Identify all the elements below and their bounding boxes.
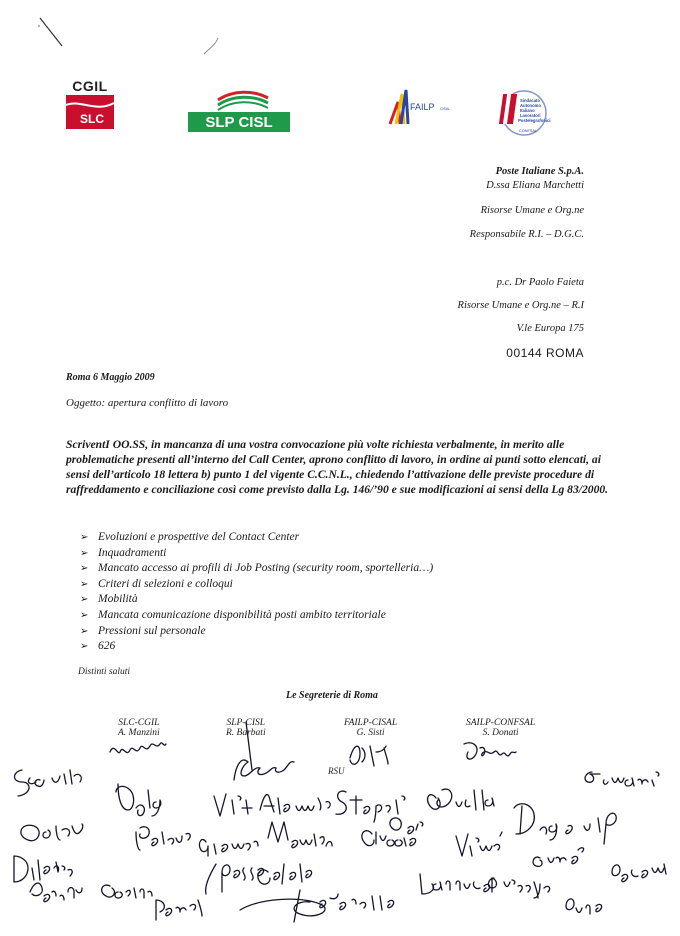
sailp-line-4: Lavoratori — [520, 113, 541, 118]
sailp-line-2: Autonomo — [520, 103, 541, 108]
secretariats-heading: Le Segreterie di Roma — [286, 690, 378, 701]
letter-body: ScriventI OO.SS, in mancanza di una vostra convocazione più volte richiesta verbalmente, in merito alle problematiche presenti all’interno del Call Center, aprono conflitto di lavoro, in ordine ai punti sotto elencati, ai sensi dell’articolo 18 lettera b) punto 1 del vigente C.C.N.L., chiedendo l’attivazione delle previste procedure di raffreddamento e conciliazione così come previsto dalla Lg. 146/’90 e sue modificazioni ai sensi della Lg 83/2000. — [66, 438, 609, 496]
failp-logo-suffix: CISAL — [440, 107, 451, 111]
arrow-bullet-icon: ➢ — [80, 547, 89, 559]
arrow-bullet-icon: ➢ — [80, 578, 89, 590]
arrow-bullet-icon: ➢ — [80, 609, 89, 621]
street-address: V.le Europa 175 — [516, 323, 584, 334]
signatory-slc-cgil: SLC-CGIL A. Manzini — [118, 718, 160, 738]
slc-logo-text: SLC — [80, 112, 104, 126]
list-item: ➢ 626 — [80, 639, 433, 655]
arrow-bullet-icon: ➢ — [80, 625, 89, 637]
signatory-sailp-confsal: SAILP-CONFSAL S. Donati — [466, 718, 536, 738]
list-item: ➢ Pressioni sul personale — [80, 624, 433, 640]
slp-logo-text: SLP CISL — [205, 114, 273, 131]
cc-department: Risorse Umane e Org.ne – R.I — [457, 300, 584, 311]
recipient-department: Risorse Umane e Org.ne — [480, 205, 584, 216]
arrow-bullet-icon: ➢ — [80, 641, 89, 653]
sailp-line-5: Postelegrafonici — [518, 118, 551, 123]
arrow-bullet-icon: ➢ — [80, 594, 89, 606]
recipient-company: Poste Italiane S.p.A. — [495, 166, 584, 177]
failp-logo-text: FAILP — [410, 102, 435, 112]
list-item: ➢ Mobilità — [80, 592, 433, 608]
sailp-line-1: Sindacato — [520, 98, 541, 103]
sailp-line-3: Italiano — [520, 108, 535, 113]
arrow-bullet-icon: ➢ — [80, 563, 89, 575]
signatory-failp-cisal: FAILP-CISAL G. Sisti — [344, 718, 398, 738]
list-item: ➢ Mancato accesso ai profili di Job Posting (security room, sportelleria…) — [80, 561, 433, 577]
signatory-slp-cisl: SLP-CISL R. Barbati — [226, 718, 266, 738]
arrow-bullet-icon: ➢ — [80, 532, 89, 543]
list-item: ➢ Inquadramenti — [80, 546, 433, 562]
letter-date: Roma 6 Maggio 2009 — [66, 372, 155, 383]
recipient-name: D.ssa Eliana Marchetti — [486, 180, 584, 191]
rsu-label: RSU — [328, 766, 345, 776]
closing-greeting: Distinti saluti — [78, 667, 130, 677]
sailp-logo-foot: CONFSAL — [519, 129, 537, 133]
list-item: ➢ Mancata comunicazione disponibilità posti ambito territoriale — [80, 608, 433, 624]
cgil-logo-text: CGIL — [72, 78, 108, 94]
cc-recipient: p.c. Dr Paolo Faieta — [496, 277, 584, 288]
letter-subject: Oggetto: apertura conflitto di lavoro — [66, 397, 229, 409]
list-item: ➢ Evoluzioni e prospettive del Contact Center — [80, 530, 433, 546]
recipient-role: Responsabile R.I. – D.G.C. — [469, 229, 584, 240]
postal-city: 00144 ROMA — [506, 346, 584, 360]
list-item: ➢ Criteri di selezioni e colloqui — [80, 577, 433, 593]
